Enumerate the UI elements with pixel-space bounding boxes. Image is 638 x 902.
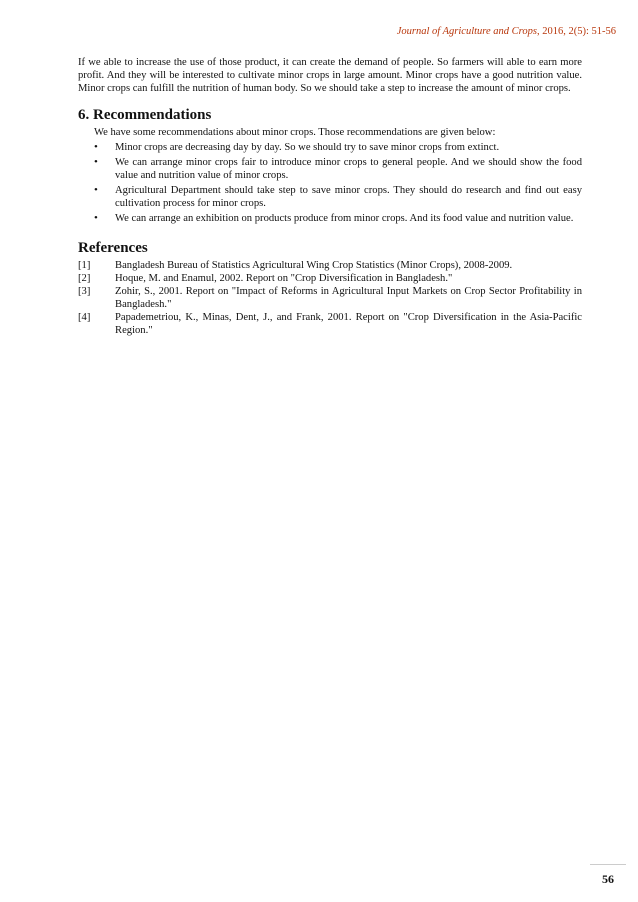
recommendation-text: We can arrange an exhibition on products produce from minor crops. And its food value and nutrition value. [115, 213, 574, 224]
reference-text: Hoque, M. and Enamul, 2002. Report on "Crop Diversification in Bangladesh." [115, 273, 453, 284]
reference-item [78, 272, 582, 285]
journal-title: Journal of Agriculture and Crops [396, 26, 537, 37]
reference-number: [1] [78, 260, 91, 271]
bullet-icon: • [94, 156, 98, 168]
body-content [78, 56, 582, 337]
recommendation-text: Agricultural Department should take step to save minor crops. They should do research and find out easy cultivation process for minor crops. [115, 185, 582, 209]
reference-item [78, 311, 582, 337]
recommendation-text: Minor crops are decreasing day by day. So we should try to save minor crops from extinct. [115, 142, 500, 153]
reference-text: Zohir, S., 2001. Report on "Impact of Reforms in Agricultural Input Markets on Crop Sector Profitability in Bangladesh." [115, 286, 582, 310]
bullet-icon: • [94, 212, 98, 224]
reference-number: [4] [78, 312, 91, 323]
reference-item [78, 259, 582, 272]
recommendations-heading: 6. Recommendations [78, 107, 212, 123]
reference-item [78, 285, 582, 311]
recommendations-lead: We have some recommendations about minor crops. Those recommendations are given below: [94, 127, 496, 138]
references-heading: References [78, 240, 148, 256]
bullet-icon: • [94, 141, 98, 153]
recommendations-list [78, 141, 582, 225]
recommendation-item [78, 141, 582, 154]
bullet-icon: • [94, 184, 98, 196]
reference-text: Papademetriou, K., Minas, Dent, J., and Frank, 2001. Report on "Crop Diversification in the Asia-Pacific Region." [115, 312, 582, 336]
running-header [397, 26, 616, 37]
reference-number: [3] [78, 286, 91, 297]
page-number: 56 [602, 872, 614, 886]
reference-number: [2] [78, 273, 91, 284]
recommendation-item [78, 184, 582, 210]
references-list [78, 259, 582, 337]
journal-citation: , 2016, 2(5): 51-56 [536, 26, 616, 37]
intro-paragraph: If we able to increase the use of those product, it can create the demand of people. So farmers will able to earn more profit. And they will be interested to cultivate minor crops in large amount. Minor crops have a good nutrition value. Minor crops can fulfill the nutrition of human body. So we should take a step to increase the amount of minor crops. [78, 57, 582, 94]
recommendation-item [78, 156, 582, 182]
recommendation-item [78, 212, 582, 225]
footer-divider [590, 864, 626, 865]
reference-text: Bangladesh Bureau of Statistics Agricultural Wing Crop Statistics (Minor Crops), 2008-2009. [115, 260, 513, 271]
recommendation-text: We can arrange minor crops fair to introduce minor crops to general people. And we should show the food value and nutrition value of minor crops. [115, 157, 582, 181]
